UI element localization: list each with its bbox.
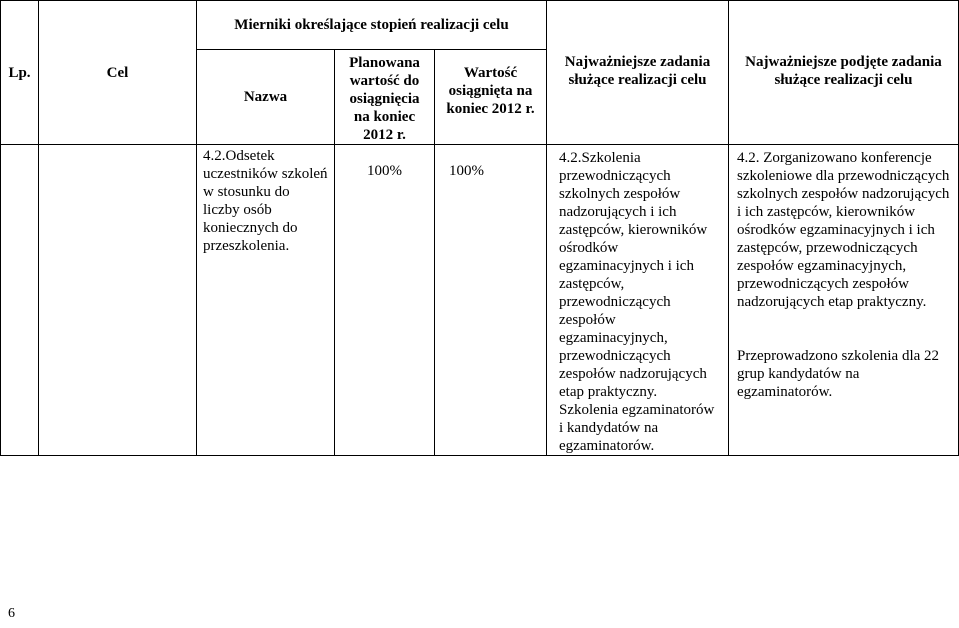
header-nazwa: Nazwa	[197, 50, 335, 145]
zadania-paragraph-1: 4.2.Szkolenia przewodniczących szkolnych zespołów nadzorujących i ich zastępców, kierowników ośrodków egzaminacyjnych i ich zastępców, przewodniczących zespołów egzaminacyjnych, przewodniczących zespołów nadzorujących etap praktyczny.	[559, 150, 708, 400]
row-planowana: 100%	[335, 145, 435, 456]
header-group-title: Mierniki określające stopień realizacji celu	[197, 1, 547, 50]
row-podjete	[729, 145, 959, 456]
row-cel	[39, 145, 197, 456]
header-wartosc: Wartość osiągnięta na koniec 2012 r.	[435, 50, 547, 145]
header-lp: Lp.	[1, 1, 39, 145]
header-zadania: Najważniejsze zadania służące realizacji celu	[547, 1, 729, 145]
zadania-paragraph-2: Szkolenia egzaminatorów i kandydatów na egzaminatorów.	[559, 402, 715, 454]
row-nazwa: 4.2.Odsetek uczestników szkoleń w stosunku do liczby osób koniecznych do przeszkolenia.	[197, 145, 335, 456]
page-number: 6	[8, 606, 15, 621]
header-planowana: Planowana wartość do osiągnięcia na koniec 2012 r.	[335, 50, 435, 145]
podjete-paragraph-1: 4.2. Zorganizowano konferencje szkoleniowe dla przewodniczących szkolnych zespołów nadzorujących i ich zastępców, kierowników ośrodków egzaminacyjnych i ich zastępców, przewodniczących zespołów egzaminacyjnych, przewodniczących zespołów nadzorujących etap praktyczny.	[737, 150, 950, 310]
row-lp	[1, 145, 39, 456]
podjete-paragraph-2: Przeprowadzono szkolenia dla 22 grup kandydatów na egzaminatorów.	[737, 348, 940, 400]
header-podjete: Najważniejsze podjęte zadania służące realizacji celu	[729, 1, 959, 145]
row-zadania	[547, 145, 729, 456]
header-cel: Cel	[39, 1, 197, 145]
row-wartosc: 100%	[435, 145, 547, 456]
